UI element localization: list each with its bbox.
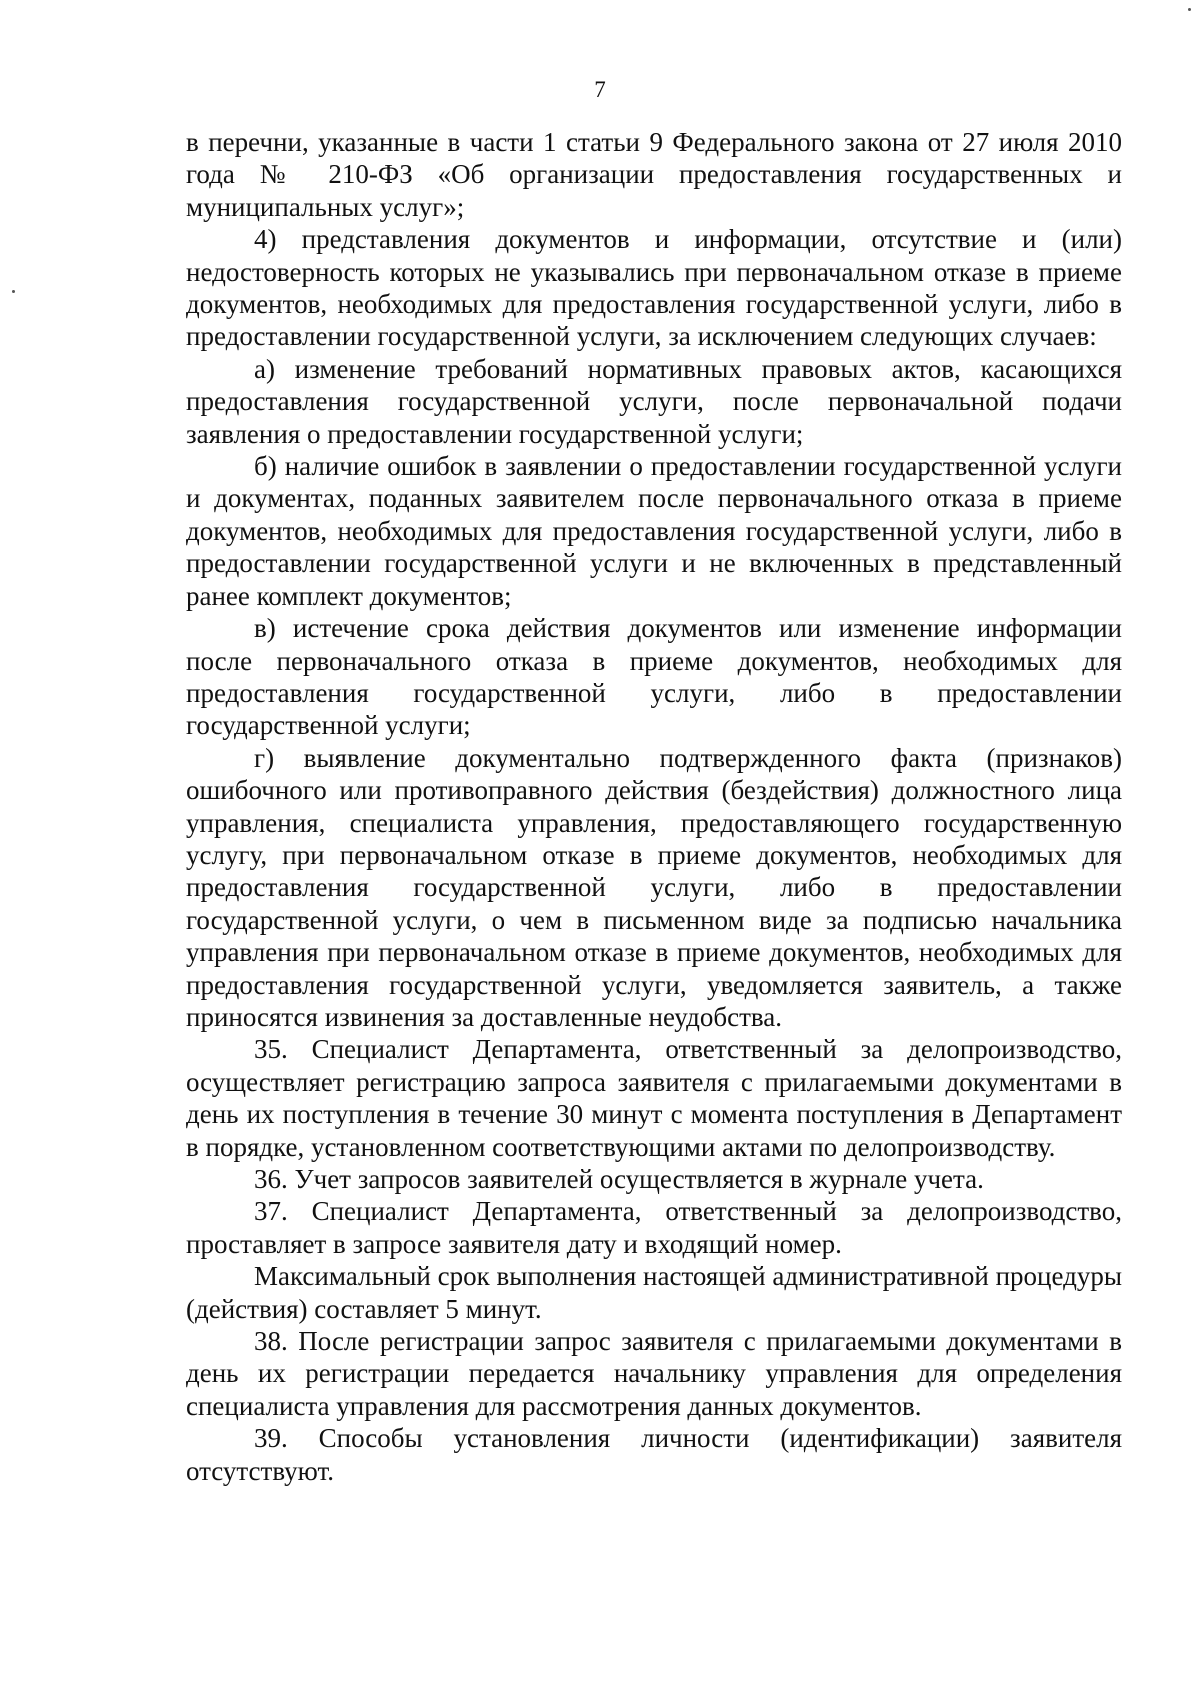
paragraph-subitem-a: а) изменение требований нормативных правовых актов, касающихся предоставления государственной услуги, после первоначальной подачи заявления о предоставлении государственной услуги; — [186, 353, 1122, 449]
paragraph-subitem-g: г) выявление документально подтвержденного факта (признаков) ошибочного или противоправного действия (бездействия) должностного лица управления, специалиста управления, предоставляющего государственную услугу, при первоначальном отказе в приеме документов, необходимых для предоставления государственной услуги, либо в предоставлении государственной услуги, о чем в письменном виде за подписью начальника управления при первоначальном отказе в приеме документов, необходимых для предоставления государственной услуги, уведомляется заявитель, а также приносятся извинения за доставленные неудобства. — [186, 742, 1122, 1032]
paragraph-continuation: в перечни, указанные в части 1 статьи 9 Федерального закона от 27 июля 2010 года № 210-ФЗ «Об организации предоставления государственных и муниципальных услуг»; — [186, 127, 1122, 222]
paragraph-37: 37. Специалист Департамента, ответственный за делопроизводство, проставляет в запросе заявителя дату и входящий номер. — [186, 1196, 1122, 1259]
page-number: 7 — [594, 77, 606, 102]
paragraph-39: 39. Способы установления личности (идентификации) заявителя отсутствуют. — [186, 1423, 1122, 1486]
paragraph-38: 38. После регистрации запрос заявителя с прилагаемыми документами в день их регистрации передается начальнику управления для определения специалиста управления для рассмотрения данных документов. — [186, 1326, 1122, 1421]
scan-artifact-dot — [1188, 8, 1191, 11]
scan-artifact-dot — [12, 290, 15, 293]
document-body — [186, 126, 1122, 1487]
paragraph-subitem-b: б) наличие ошибок в заявлении о предоставлении государственной услуги и документах, поданных заявителем после первоначального отказа в приеме документов, необходимых для предоставления государственной услуги, либо в предоставлении государственной услуги и не включенных в представленный ранее комплект документов; — [186, 451, 1122, 611]
paragraph-36: 36. Учет запросов заявителей осуществляется в журнале учета. — [254, 1164, 984, 1194]
paragraph-37-max-time: Максимальный срок выполнения настоящей административной процедуры (действия) составляет 5 минут. — [186, 1261, 1122, 1324]
paragraph-item-4: 4) представления документов и информации, отсутствие и (или) недостоверность которых не указывались при первоначальном отказе в приеме документов, необходимых для предоставления государственной услуги, либо в предоставлении государственной услуги, за исключением следующих случаев: — [186, 224, 1122, 352]
paragraph-35: 35. Специалист Департамента, ответственный за делопроизводство, осуществляет регистрацию запроса заявителя с прилагаемыми документами в день их поступления в течение 30 минут с момента поступления в Департамент в порядке, установленном соответствующими актами по делопроизводству. — [186, 1034, 1122, 1162]
paragraph-subitem-v: в) истечение срока действия документов или изменение информации после первоначального отказа в приеме документов, необходимых для предоставления государственной услуги, либо в предоставлении государственной услуги; — [186, 613, 1122, 741]
